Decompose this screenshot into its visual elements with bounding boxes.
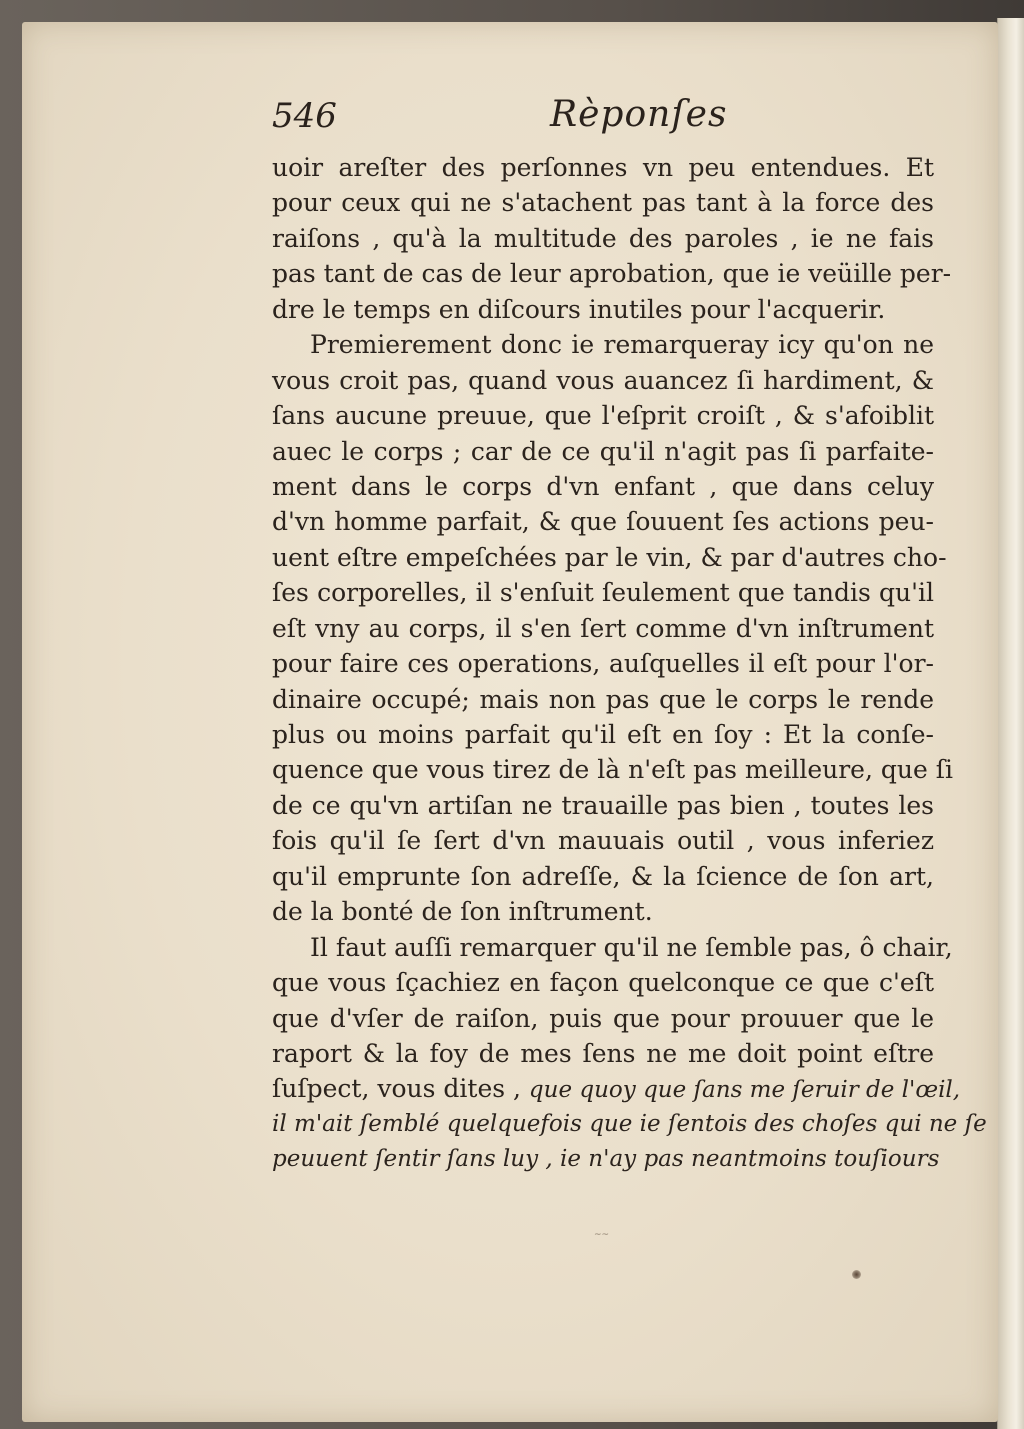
body-text xyxy=(272,150,987,1178)
text-line: quence que vous tirez de là n'eſt pas meilleure, que ſi xyxy=(272,755,953,785)
text-line: ſans aucune preuue, que l'eſprit croiſt , & s'afoiblit xyxy=(272,401,934,431)
text-line: qu'il emprunte ſon adreſſe, & la ſcience de ſon art, xyxy=(272,861,934,891)
running-head: Rèponſes xyxy=(550,94,728,135)
italic-segment: que quoy que ſans me ſeruir de l'œil, xyxy=(528,1077,961,1104)
text-line: vous croit pas, quand vous auancez ſi hardiment, & xyxy=(272,365,934,395)
page-number: 546 xyxy=(272,96,337,136)
text-line: pas tant de cas de leur aprobation, que ie veüille per- xyxy=(272,259,952,289)
text-line: de la bonté de ſon inſtrument. xyxy=(272,897,653,927)
text-line: Premierement donc ie remarqueray icy qu'on ne xyxy=(310,330,934,360)
text-line: Il faut auſſi remarquer qu'il ne ſemble pas, ô chair, xyxy=(310,932,953,962)
text-line: ſes corporelles, il s'enſuit ſeulement que tandis qu'il xyxy=(272,578,934,608)
italic-quote-line: peuuent ſentir ſans luy , ie n'ay pas neantmoins touſiours xyxy=(272,1146,940,1173)
text-line: auec le corps ; car de ce qu'il n'agit pas ſi parfaite- xyxy=(272,436,934,466)
faint-mark: ~~ xyxy=(594,1230,610,1240)
text-line: dre le temps en diſcours inutiles pour l'acquerir. xyxy=(272,294,886,324)
next-page-edge xyxy=(997,18,1024,1429)
text-line: pour faire ces operations, auſquelles il eſt pour l'or- xyxy=(272,649,934,679)
text-line: eſt vny au corps, il s'en ſert comme d'vn inſtrument xyxy=(272,613,934,643)
text-line: que d'vſer de raiſon, puis que pour prouuer que le xyxy=(272,1003,934,1033)
roman-segment: ſuſpect, vous dites , xyxy=(272,1074,521,1104)
text-line: raiſons , qu'à la multitude des paroles , ie ne fais xyxy=(272,223,934,253)
text-line: plus ou moins parfait qu'il eſt en ſoy : Et la conſe- xyxy=(272,720,934,749)
text-line: fois qu'il ſe ſert d'vn mauuais outil , vous inferiez xyxy=(272,826,934,856)
text-line: d'vn homme parfait, & que ſouuent ſes actions peu- xyxy=(272,507,934,537)
text-line-mixed xyxy=(272,1071,961,1106)
text-line: uent eſtre empeſchées par le vin, & par d'autres cho- xyxy=(272,542,947,572)
text-line: ment dans le corps d'vn enfant , que dans celuy xyxy=(272,471,934,501)
ink-spot xyxy=(852,1270,861,1279)
page-header xyxy=(272,96,932,146)
text-line: raport & la foy de mes ſens ne me doit point eſtre xyxy=(272,1038,934,1068)
italic-quote-line: il m'ait ſemblé quelquefois que ie ſentois des choſes qui ne ſe xyxy=(272,1110,987,1137)
text-line: pour ceux qui ne s'atachent pas tant à la force des xyxy=(272,188,934,218)
text-line: uoir areſter des perſonnes vn peu entendues. Et xyxy=(272,153,934,182)
text-line: de ce qu'vn artiſan ne trauaille pas bien , toutes les xyxy=(272,790,934,820)
text-line: dinaire occupé; mais non pas que le corps le rende xyxy=(272,684,934,714)
text-line: que vous ſçachiez en façon quelconque ce que c'eſt xyxy=(272,968,934,998)
